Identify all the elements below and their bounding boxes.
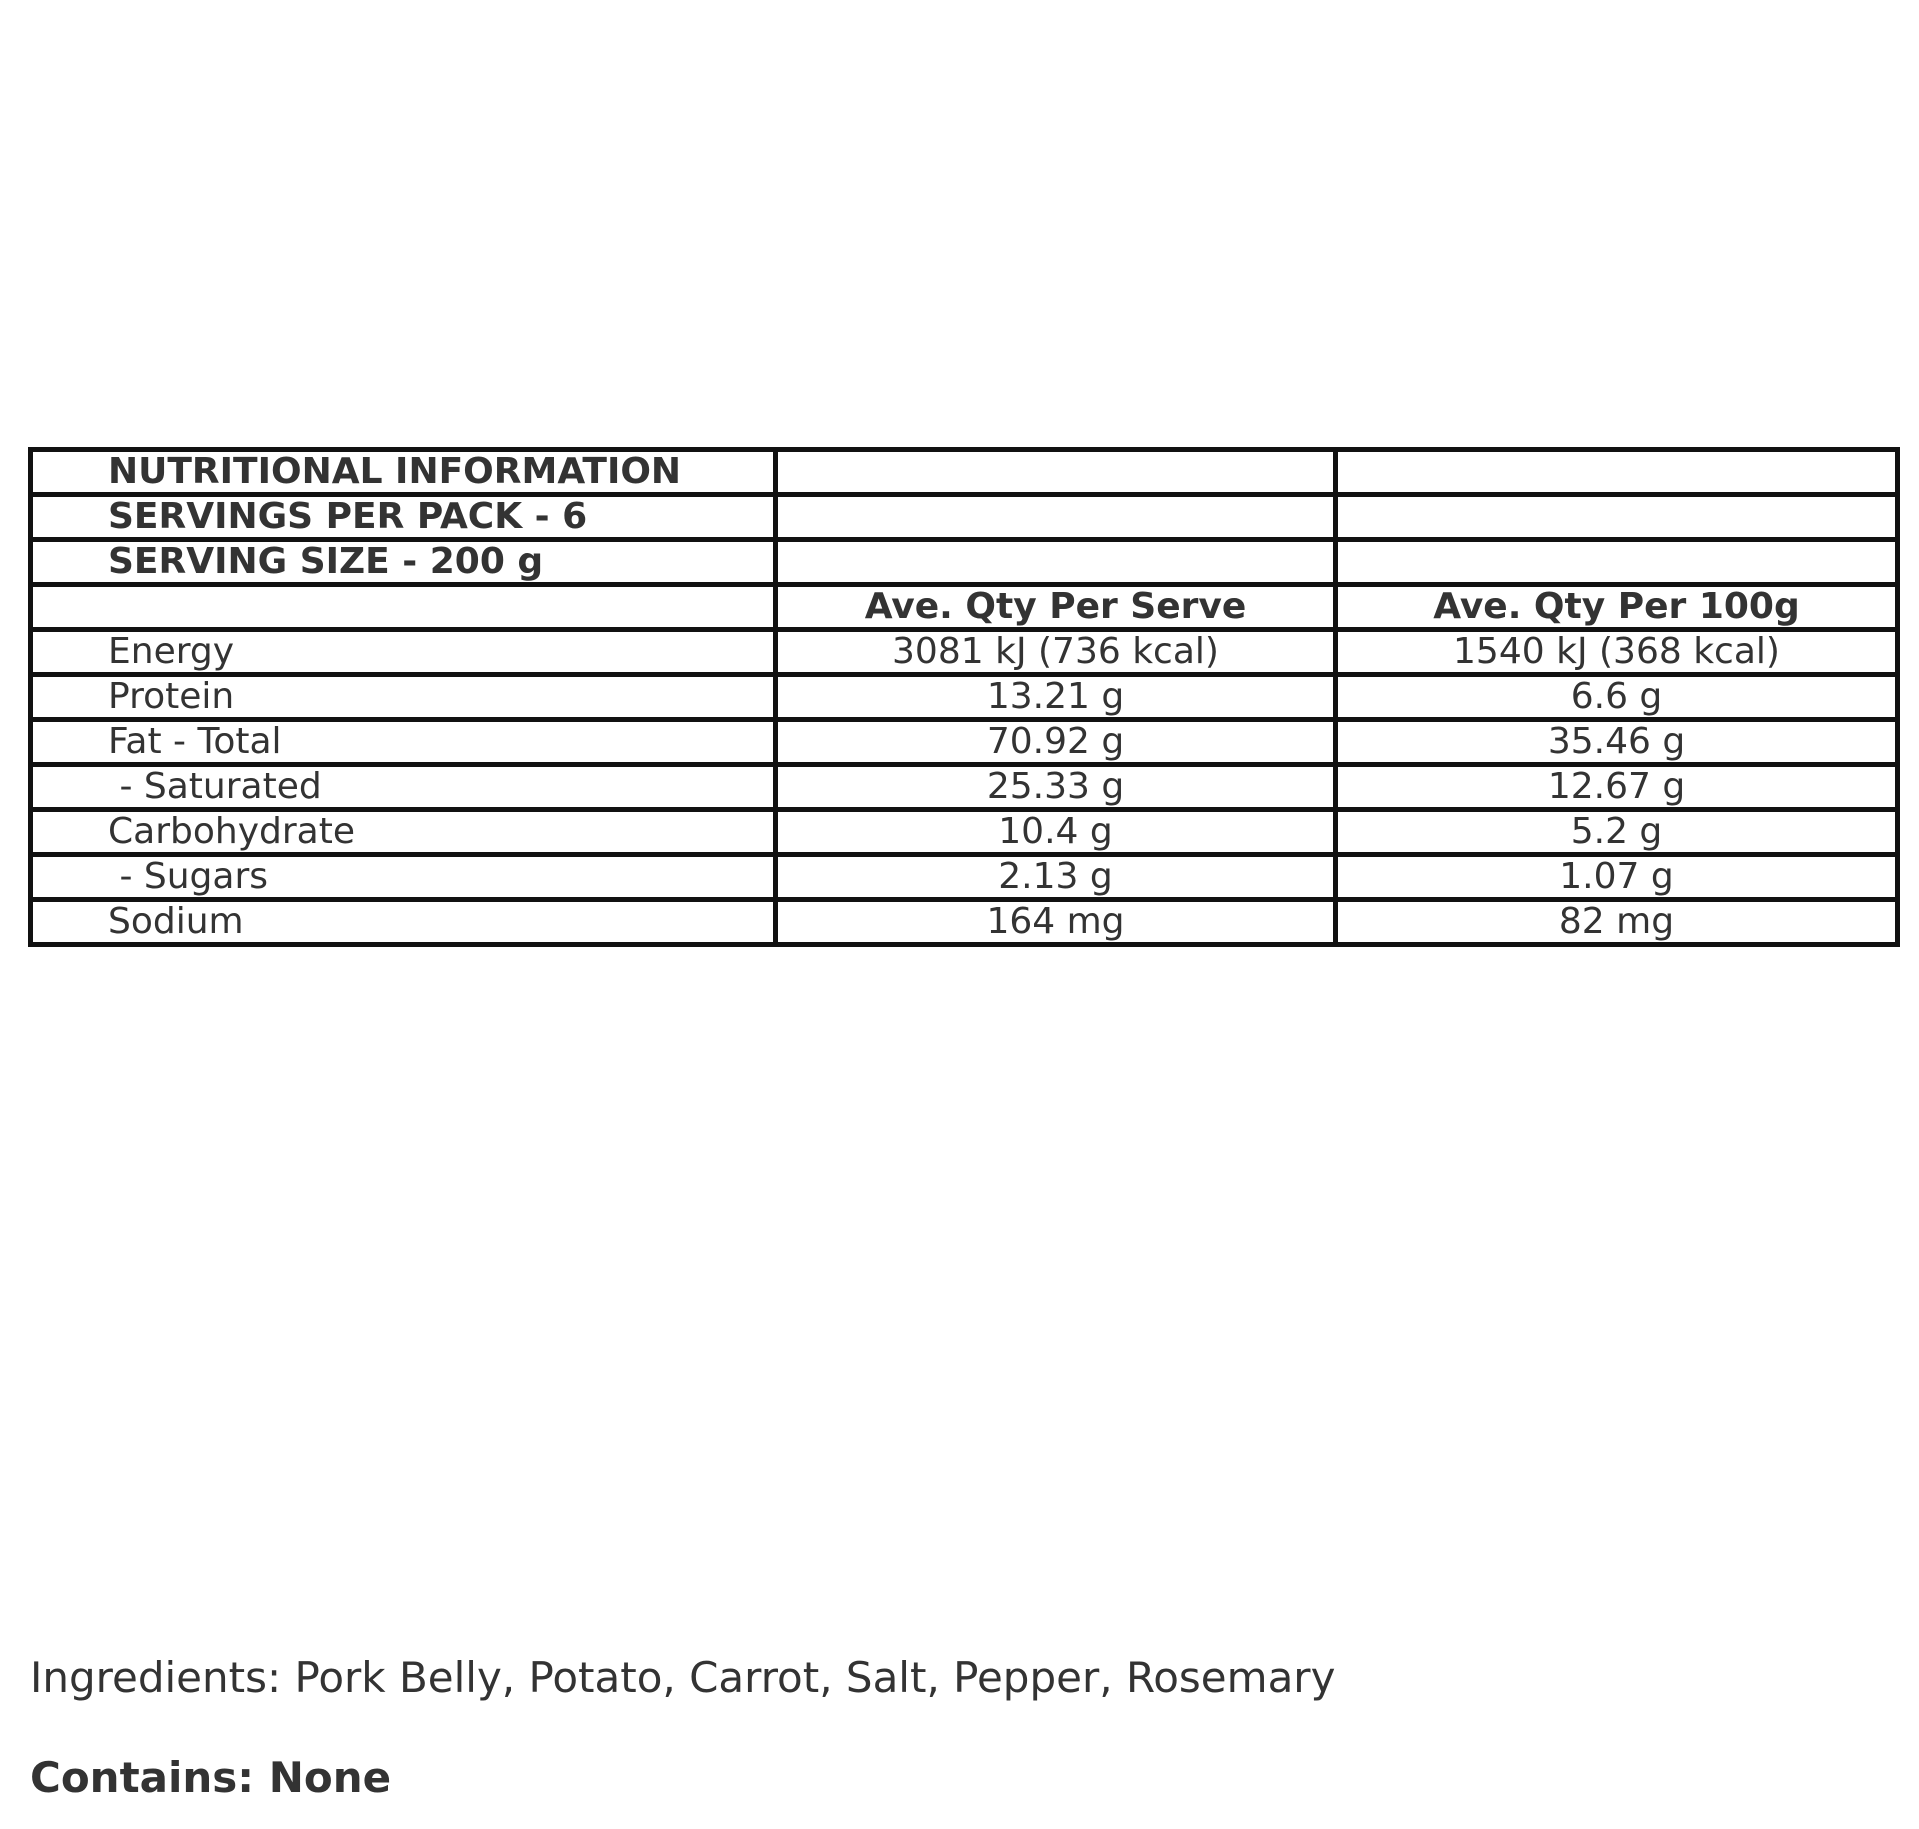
per-serve-value: 13.21 g: [776, 675, 1336, 720]
nutrient-label: - Sugars: [31, 855, 776, 900]
column-header-per-serve: Ave. Qty Per Serve: [776, 585, 1336, 630]
table-cell: [776, 450, 1336, 495]
table-row: [31, 765, 1898, 810]
table-cell: [1336, 540, 1898, 585]
nutrient-label: Energy: [31, 630, 776, 675]
nutrient-label: Sodium: [31, 900, 776, 945]
per-serve-value: 10.4 g: [776, 810, 1336, 855]
per-serve-value: 3081 kJ (736 kcal): [776, 630, 1336, 675]
per-100g-value: 12.67 g: [1336, 765, 1898, 810]
allergen-contains-text: Contains: None: [30, 1753, 392, 1802]
per-serve-value: 25.33 g: [776, 765, 1336, 810]
nutrient-label: Protein: [31, 675, 776, 720]
column-header-nutrient: [31, 585, 776, 630]
ingredients-text: Ingredients: Pork Belly, Potato, Carrot, Salt, Pepper, Rosemary: [30, 1653, 1336, 1702]
per-serve-value: 2.13 g: [776, 855, 1336, 900]
per-100g-value: 1540 kJ (368 kcal): [1336, 630, 1898, 675]
per-serve-value: 164 mg: [776, 900, 1336, 945]
table-header-row: [31, 585, 1898, 630]
nutrient-label: - Saturated: [31, 765, 776, 810]
table-row-servings: [31, 495, 1898, 540]
table-row-title: [31, 450, 1898, 495]
serving-size: SERVING SIZE - 200 g: [31, 540, 776, 585]
table-row: [31, 630, 1898, 675]
table-row: [31, 720, 1898, 765]
table-row: [31, 675, 1898, 720]
table-cell: [776, 540, 1336, 585]
servings-per-pack: SERVINGS PER PACK - 6: [31, 495, 776, 540]
nutrition-table: [28, 447, 1900, 947]
nutrient-label: Carbohydrate: [31, 810, 776, 855]
per-100g-value: 1.07 g: [1336, 855, 1898, 900]
table-row: [31, 900, 1898, 945]
per-100g-value: 5.2 g: [1336, 810, 1898, 855]
table-title: NUTRITIONAL INFORMATION: [31, 450, 776, 495]
table-row-serving-size: [31, 540, 1898, 585]
per-100g-value: 35.46 g: [1336, 720, 1898, 765]
per-100g-value: 6.6 g: [1336, 675, 1898, 720]
per-100g-value: 82 mg: [1336, 900, 1898, 945]
per-serve-value: 70.92 g: [776, 720, 1336, 765]
column-header-per-100g: Ave. Qty Per 100g: [1336, 585, 1898, 630]
nutrient-label: Fat - Total: [31, 720, 776, 765]
table-cell: [776, 495, 1336, 540]
table-row: [31, 810, 1898, 855]
table-row: [31, 855, 1898, 900]
table-cell: [1336, 495, 1898, 540]
table-cell: [1336, 450, 1898, 495]
